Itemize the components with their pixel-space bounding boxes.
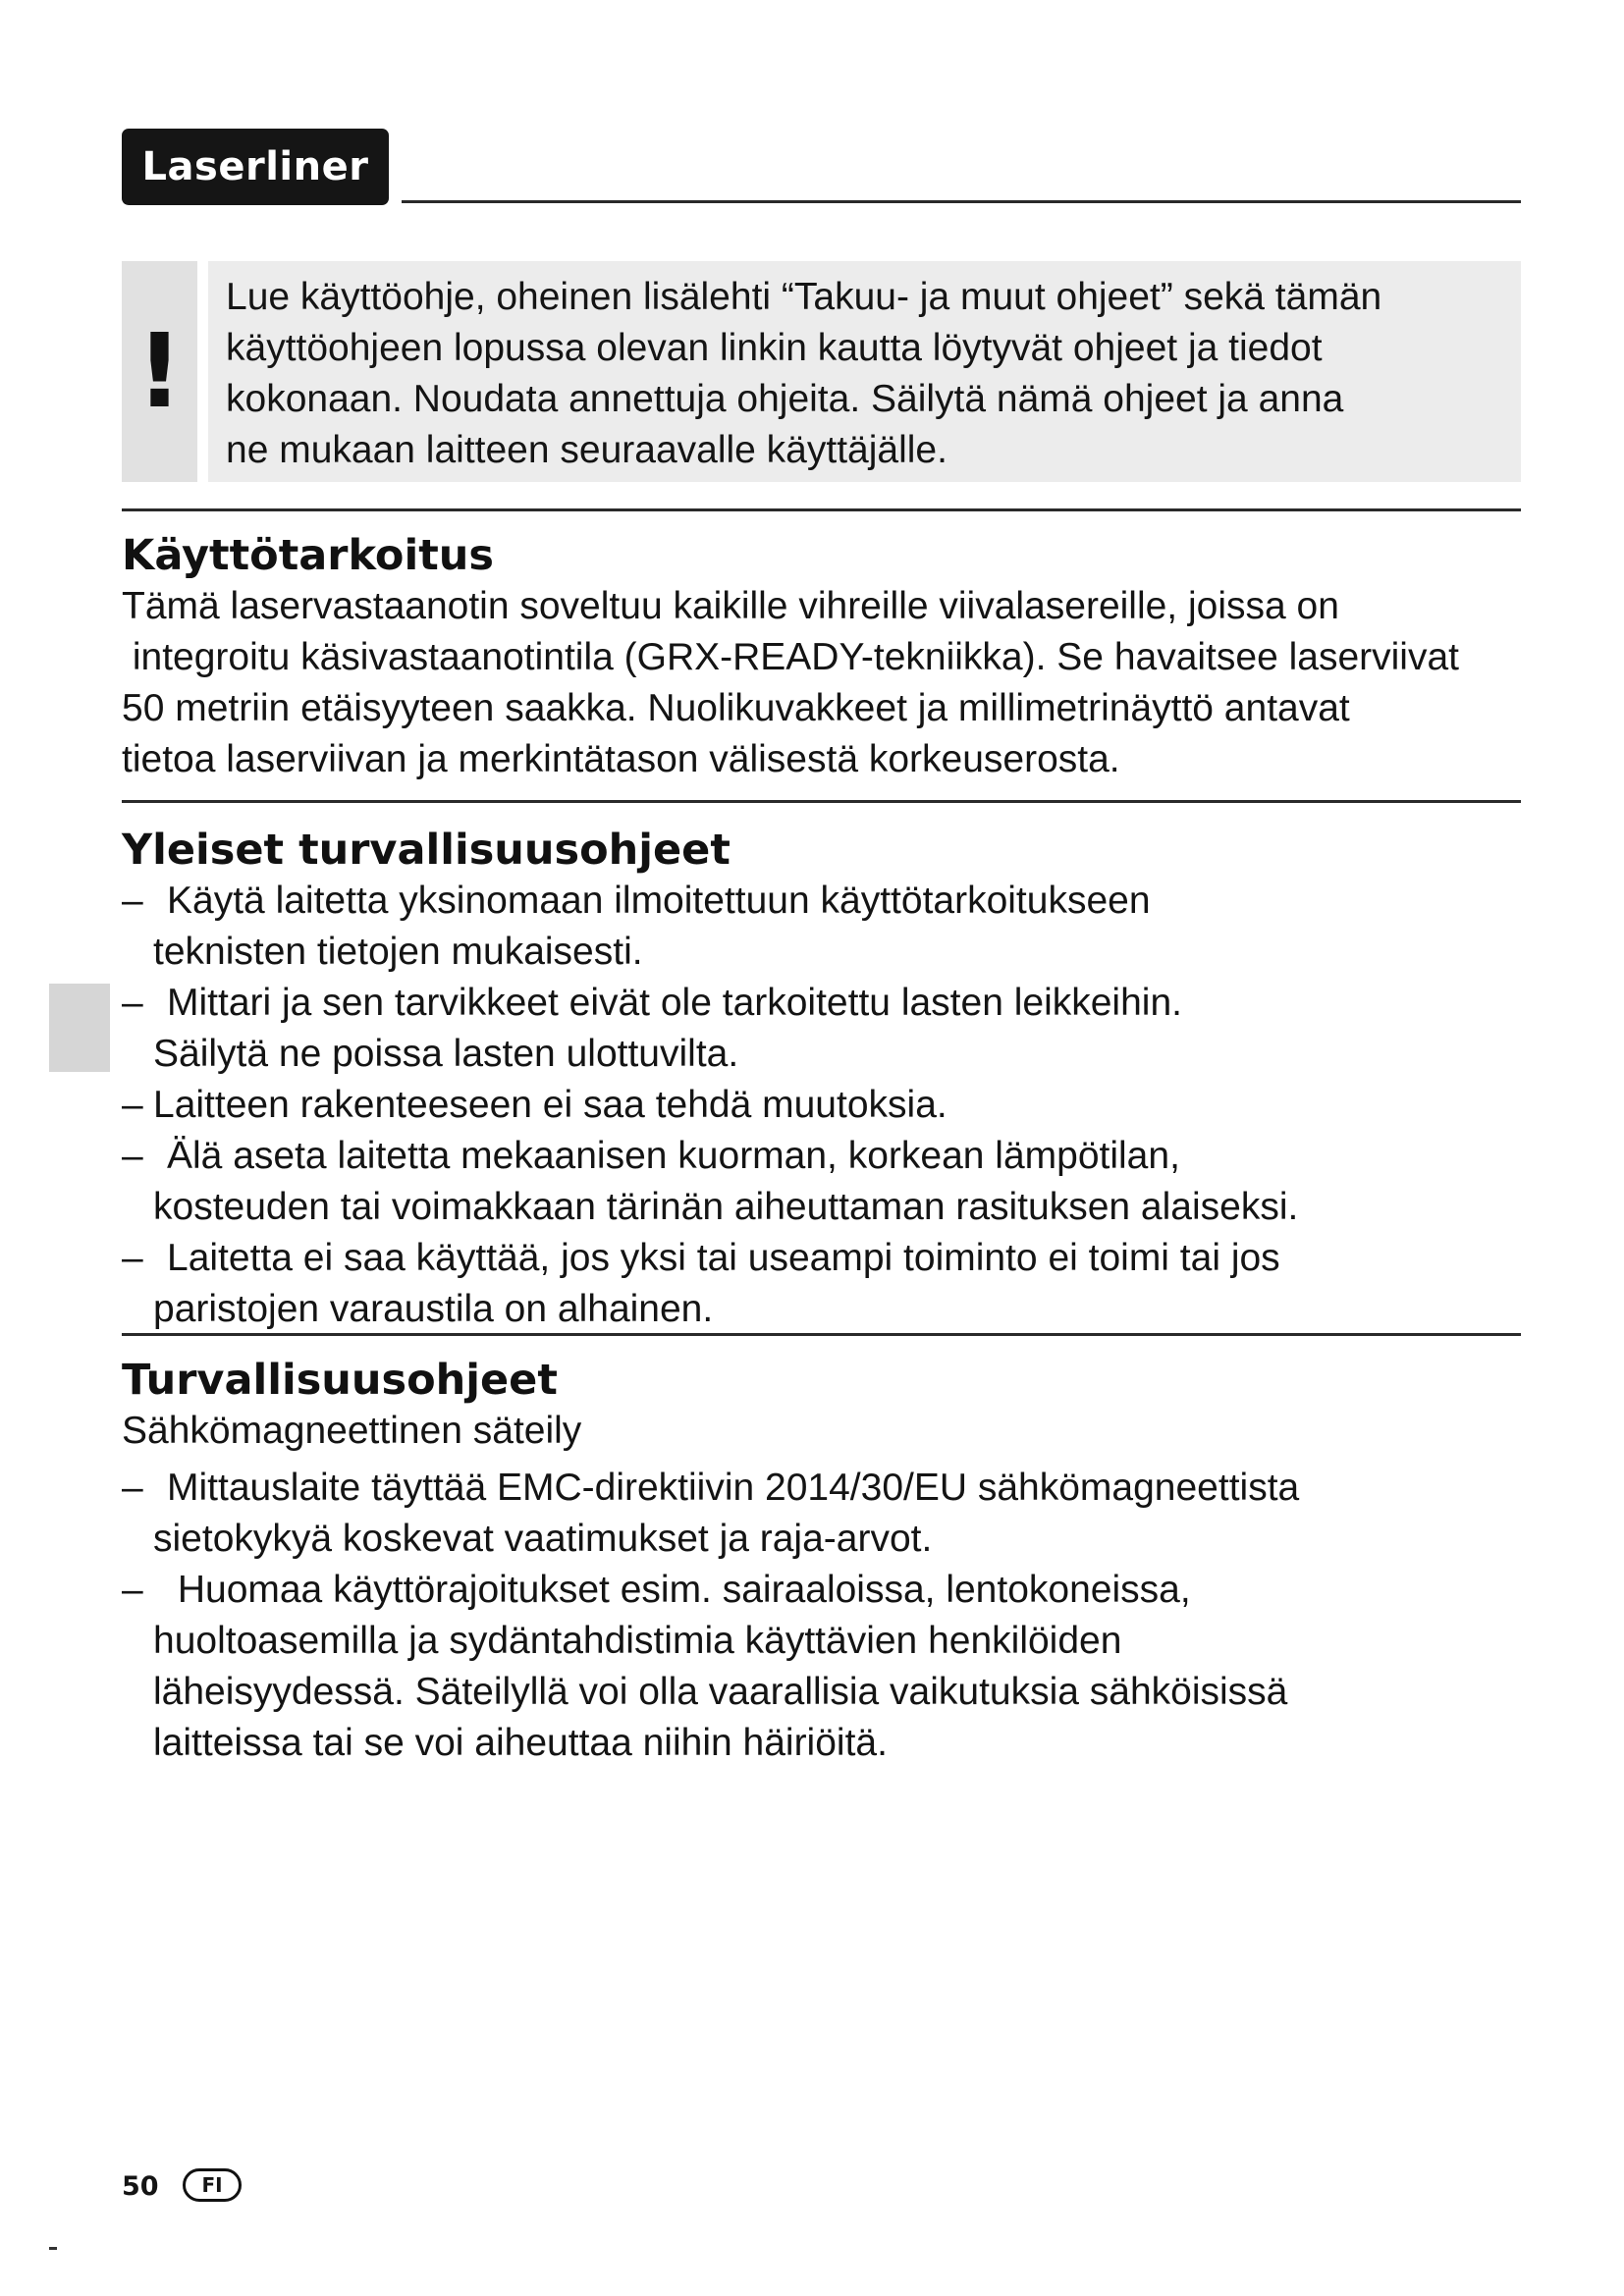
notice-line: kokonaan. Noudata annettuja ohjeita. Säilytä nämä ohjeet ja anna [226,378,1344,420]
list-item-line: kosteuden tai voimakkaan tärinän aiheuttaman rasituksen alaiseksi. [153,1186,1299,1228]
notice-line: Lue käyttöohje, oheinen lisälehti “Takuu- ja muut ohjeet” sekä tämän [226,276,1382,318]
safety-subheading: Sähkömagneettinen säteily [122,1410,582,1452]
safety-section [122,1355,1521,1769]
list-dash: – [122,1569,143,1611]
list-item-line: Mittauslaite täyttää EMC-direktiivin 2014/30/EU sähkömagneettista [167,1467,1300,1509]
list-dash: – [122,1084,143,1126]
notice-line: käyttöohjeen lopussa olevan linkin kautta löytyvät ohjeet ja tiedot [226,327,1323,369]
list-item [122,978,1521,1080]
list-dash: – [122,982,143,1024]
notice-line: ne mukaan laitteen seuraavalle käyttäjälle. [226,429,947,471]
list-item-line: teknisten tietojen mukaisesti. [153,931,643,973]
list-item-line: Mittari ja sen tarvikkeet eivät ole tarkoitettu lasten leikkeihin. [167,982,1182,1024]
list-item-line: Laitetta ei saa käyttää, jos yksi tai useampi toiminto ei toimi tai jos [167,1237,1280,1279]
section-divider [122,508,1521,511]
intended-use-section [122,530,1521,785]
intended-use-line: 50 metriin etäisyyteen saakka. Nuolikuvakkeet ja millimetrinäyttö antavat [122,687,1350,729]
list-item [122,1233,1521,1335]
list-item [122,1565,1521,1769]
list-item-line: Älä aseta laitetta mekaanisen kuorman, korkean lämpötilan, [167,1135,1180,1177]
list-item [122,876,1521,978]
list-item-line: Huomaa käyttörajoitukset esim. sairaaloissa, lentokoneissa, [167,1569,1191,1611]
notice-box [208,261,1521,482]
edge-mark [49,2247,57,2250]
page-number: 50 [122,2171,159,2202]
list-item-line: sietokykyä koskevat vaatimukset ja raja-arvot. [153,1518,933,1560]
list-item-line: Käytä laitetta yksinomaan ilmoitettuun käyttötarkoitukseen [167,880,1151,922]
general-safety-section [122,825,1521,1335]
list-dash: – [122,1237,143,1279]
list-item-line: läheisyydessä. Säteilyllä voi olla vaarallisia vaikutuksia sähköisissä [153,1671,1288,1713]
list-item [122,1080,1521,1131]
list-dash: – [122,1467,143,1509]
list-item-line: Säilytä ne poissa lasten ulottuvilta. [153,1033,739,1075]
list-dash: – [122,1135,143,1177]
exclamation-icon: ! [122,261,197,482]
header-rule [402,200,1521,203]
list-item [122,1463,1521,1565]
list-item-line: Laitteen rakenteeseen ei saa tehdä muutoksia. [153,1084,947,1126]
intended-use-line: integroitu käsivastaanotintila (GRX-READY-tekniikka). Se havaitsee laserviivat [122,636,1459,678]
section-divider [122,800,1521,803]
language-badge: FI [183,2168,242,2202]
list-dash: – [122,880,143,922]
list-item-line: huoltoasemilla ja sydäntahdistimia käyttävien henkilöiden [153,1620,1122,1662]
section-divider [122,1333,1521,1336]
general-safety-heading: Yleiset turvallisuusohjeet [122,826,731,875]
intended-use-line: Tämä laservastaanotin soveltuu kaikille vihreille viivalasereille, joissa on [122,585,1339,627]
intended-use-line: tietoa laserviivan ja merkintätason välisestä korkeuserosta. [122,738,1120,780]
language-section-tab [49,984,110,1072]
intended-use-heading: Käyttötarkoitus [122,531,494,580]
safety-heading: Turvallisuusohjeet [122,1356,558,1405]
list-item [122,1131,1521,1233]
list-item-line: paristojen varaustila on alhainen. [153,1288,714,1330]
laserliner-logo: Laserliner [122,129,389,205]
list-item-line: laitteissa tai se voi aiheuttaa niihin häiriöitä. [153,1722,888,1764]
